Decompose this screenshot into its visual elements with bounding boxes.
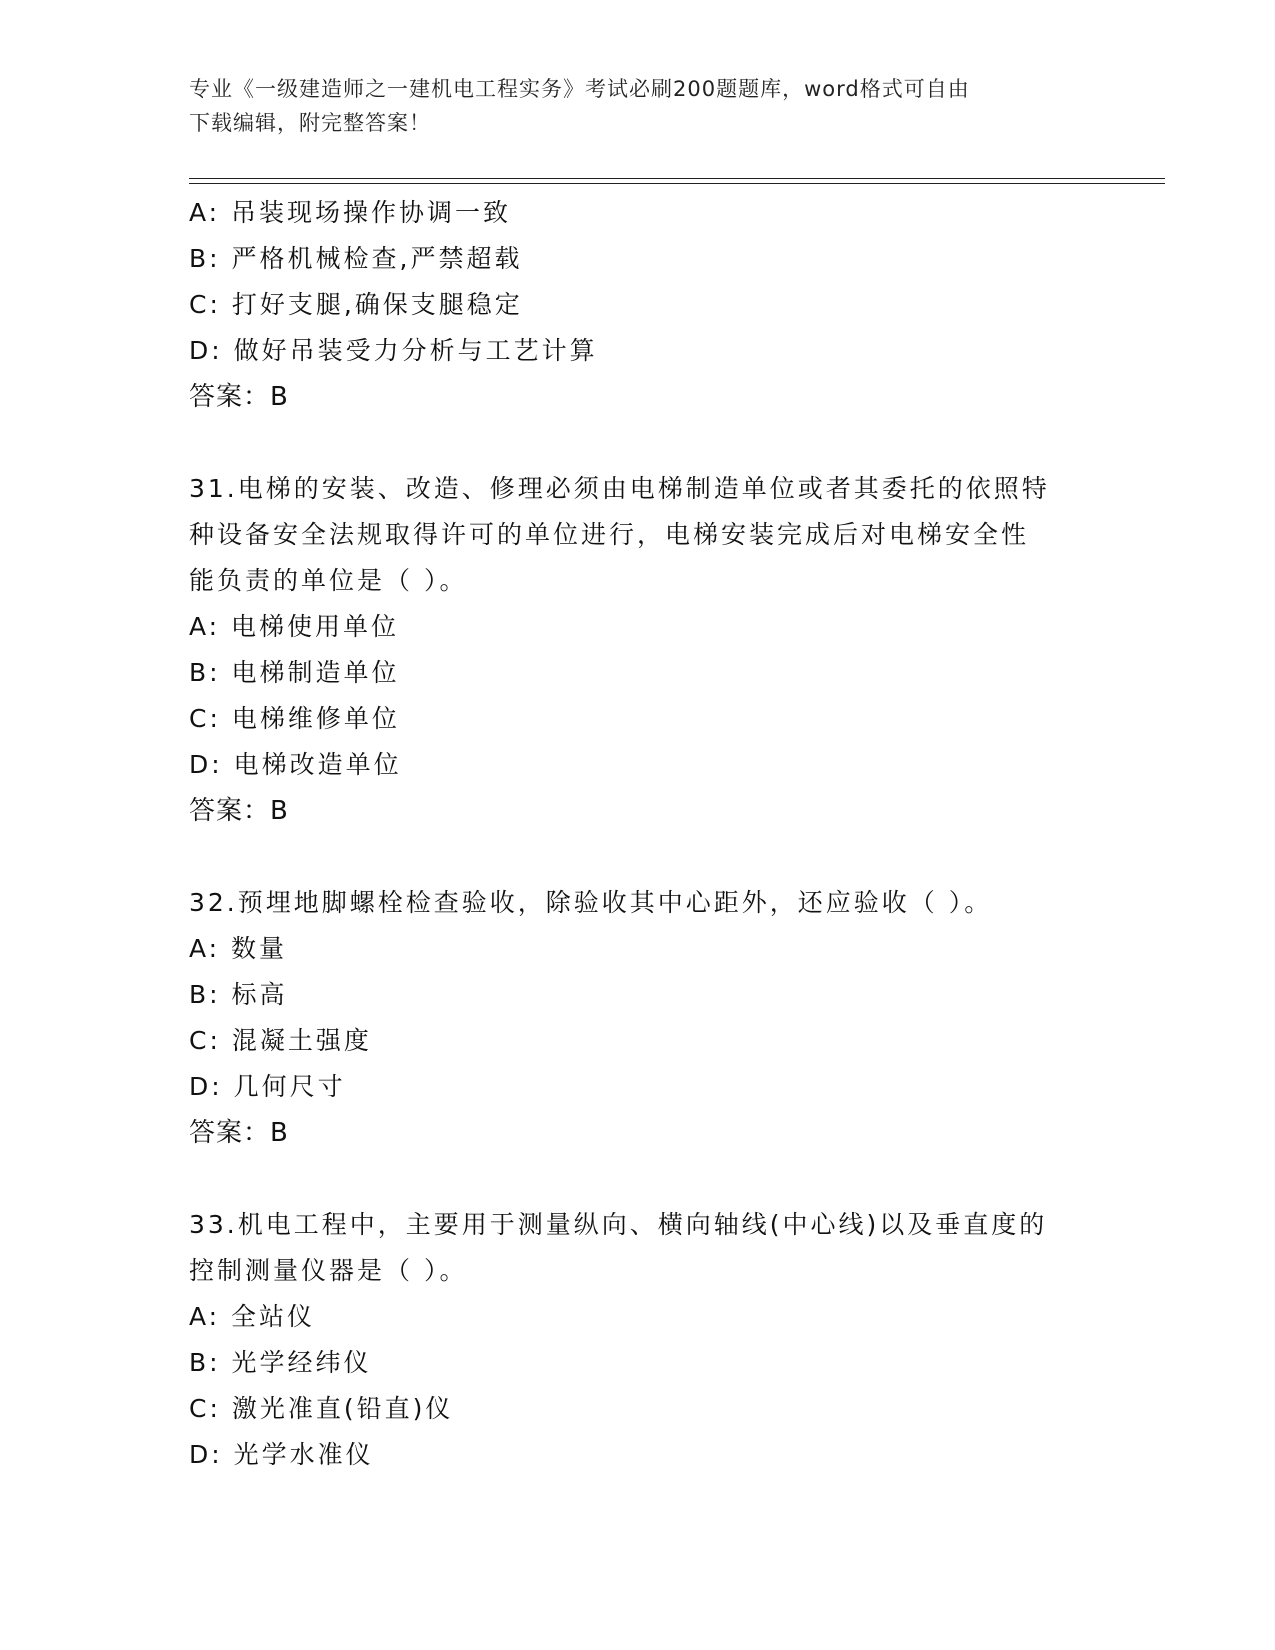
option-b: B: 标高 <box>189 980 288 1009</box>
question-text-line: 32.预埋地脚螺栓检查验收，除验收其中心距外，还应验收（ ）。 <box>189 888 993 917</box>
option-a: A: 全站仪 <box>189 1302 316 1331</box>
spacer <box>189 834 1089 880</box>
option-c: C: 混凝土强度 <box>189 1026 372 1055</box>
question-text-line: 33.机电工程中，主要用于测量纵向、横向轴线(中心线)以及垂直度的 <box>189 1210 1048 1239</box>
answer-label: 答案：B <box>189 796 289 826</box>
option-d: D: 几何尺寸 <box>189 1072 346 1101</box>
answer-label: 答案：B <box>189 1118 289 1148</box>
option-d: D: 做好吊装受力分析与工艺计算 <box>189 336 598 365</box>
question-30-continued <box>189 190 1089 420</box>
header-line-1: 专业《一级建造师之一建机电工程实务》考试必刷200题题库，word格式可自由 <box>189 77 970 101</box>
option-c: C: 打好支腿,确保支腿稳定 <box>189 290 523 319</box>
option-c: C: 电梯维修单位 <box>189 704 400 733</box>
option-a: A: 数量 <box>189 934 288 963</box>
answer-label: 答案：B <box>189 382 289 412</box>
question-32 <box>189 880 1089 1156</box>
spacer <box>189 1156 1089 1202</box>
question-text-line: 种设备安全法规取得许可的单位进行，电梯安装完成后对电梯安全性 <box>189 520 1030 549</box>
option-b: B: 电梯制造单位 <box>189 658 400 687</box>
question-text-line: 能负责的单位是（ ）。 <box>189 566 468 595</box>
option-a: A: 电梯使用单位 <box>189 612 400 641</box>
document-body <box>189 190 1089 1478</box>
question-text-line: 31.电梯的安装、改造、修理必须由电梯制造单位或者其委托的依照特 <box>189 474 1050 503</box>
option-d: D: 电梯改造单位 <box>189 750 402 779</box>
spacer <box>189 420 1089 466</box>
option-c: C: 激光准直(铅直)仪 <box>189 1394 454 1423</box>
option-b: B: 严格机械检查,严禁超载 <box>189 244 523 273</box>
option-b: B: 光学经纬仪 <box>189 1348 372 1377</box>
question-text-line: 控制测量仪器是（ ）。 <box>189 1256 468 1285</box>
header-rule-bottom <box>189 183 1165 184</box>
document-header <box>189 72 1089 140</box>
option-a: A: 吊装现场操作协调一致 <box>189 198 512 227</box>
header-rule-top <box>189 178 1165 179</box>
question-31 <box>189 466 1089 834</box>
option-d: D: 光学水准仪 <box>189 1440 374 1469</box>
question-33 <box>189 1202 1089 1478</box>
header-line-2: 下载编辑，附完整答案！ <box>189 111 431 135</box>
